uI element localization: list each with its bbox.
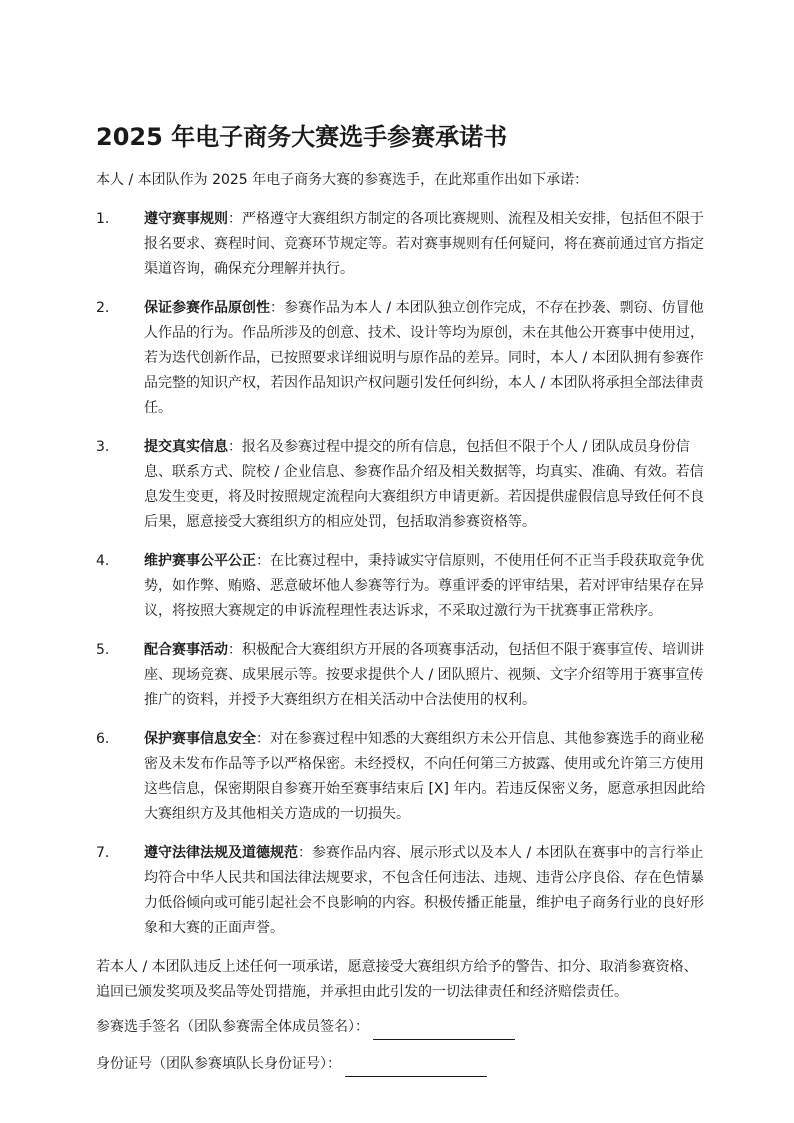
closing-paragraph: 若本人 / 本团队违反上述任何一项承诺，愿意接受大赛组织方给予的警告、扣分、取消参赛资格、追回已颁发奖项及奖品等处罚措施，并承担由此引发的一切法律责任和经济赔偿责任。 (96, 959, 698, 1000)
item-number: 2. (96, 300, 110, 316)
item-text: ：严格遵守大赛组织方制定的各项比赛规则、流程及相关安排，包括但不限于报名要求、赛程时间、竞赛环节规定等。若对赛事规则有任何疑问，将在赛前通过官方指定渠道咨询，确保充分理解并执行。 (144, 211, 704, 277)
commitment-item-2 (96, 296, 706, 421)
item-text: ：积极配合大赛组织方开展的各项赛事活动，包括但不限于赛事宣传、培训讲座、现场竞赛、成果展示等。按要求提供个人 / 团队照片、视频、文字介绍等用于赛事宣传推广的资料，并授予大赛组织方在相关活动中合法使用的权利。 (144, 642, 704, 708)
commitment-item-7 (96, 841, 706, 941)
id-number-row (96, 1052, 706, 1077)
item-body (144, 296, 706, 421)
id-number-label: 身份证号（团队参赛填队长身份证号）： (96, 1056, 341, 1072)
id-number-blank[interactable] (345, 1058, 487, 1077)
item-body (144, 207, 706, 282)
item-number: 5. (96, 642, 110, 658)
item-body (144, 435, 706, 535)
signature-row (96, 1015, 706, 1040)
document-page (96, 120, 706, 1089)
item-number: 1. (96, 211, 110, 227)
item-heading: 保护赛事信息安全 (144, 731, 256, 747)
item-body (144, 727, 706, 827)
commitment-item-5 (96, 638, 706, 713)
item-text: ：在比赛过程中，秉持诚实守信原则，不使用任何不正当手段获取竞争优势，如作弊、贿赂、恶意破坏他人参赛等行为。尊重评委的评审结果，若对评审结果存在异议，将按照大赛规定的申诉流程理性表达诉求，不采取过激行为干扰赛事正常秩序。 (144, 553, 704, 619)
item-heading: 提交真实信息 (144, 439, 228, 455)
item-heading: 保证参赛作品原创性 (144, 300, 270, 316)
item-number: 6. (96, 731, 110, 747)
commitment-item-3 (96, 435, 706, 535)
item-number: 3. (96, 439, 110, 455)
item-text: ：参赛作品内容、展示形式以及本人 / 本团队在赛事中的言行举止均符合中华人民共和国法律法规要求，不包含任何违法、违规、违背公序良俗、存在色情暴力低俗倾向或可能引起社会不良影响的内容。积极传播正能量，维护电子商务行业的良好形象和大赛的正面声誉。 (144, 845, 704, 936)
commitment-item-4 (96, 549, 706, 624)
signature-blank[interactable] (373, 1021, 515, 1040)
intro-paragraph: 本人 / 本团队作为 2025 年电子商务大赛的参赛选手，在此郑重作出如下承诺： (96, 172, 589, 188)
signature-label: 参赛选手签名（团队参赛需全体成员签名）： (96, 1019, 369, 1035)
item-text: ：报名及参赛过程中提交的所有信息，包括但不限于个人 / 团队成员身份信息、联系方式、院校 / 企业信息、参赛作品介绍及相关数据等，均真实、准确、有效。若信息发生变更，将及时按照规定流程向大赛组织方申请更新。若因提供虚假信息导致任何不良后果，愿意接受大赛组织方的相应处罚，包括取消参赛资格等。 (144, 439, 704, 530)
item-body (144, 638, 706, 713)
item-heading: 遵守赛事规则 (144, 211, 228, 227)
item-body (144, 549, 706, 624)
item-number: 7. (96, 845, 110, 861)
commitment-item-1 (96, 207, 706, 282)
item-text: ：对在参赛过程中知悉的大赛组织方未公开信息、其他参赛选手的商业秘密及未发布作品等予以严格保密。未经授权，不向任何第三方披露、使用或允许第三方使用这些信息，保密期限自参赛开始至赛事结束后 [X] 年内。若违反保密义务，愿意承担因此给大赛组织方及其他相关方造成的一切损失。 (144, 731, 706, 822)
item-text: ：参赛作品为本人 / 本团队独立创作完成，不存在抄袭、剽窃、仿冒他人作品的行为。作品所涉及的创意、技术、设计等均为原创，未在其他公开赛事中使用过，若为迭代创新作品，已按照要求详细说明与原作品的差异。同时，本人 / 本团队拥有参赛作品完整的知识产权，若因作品知识产权问题引发任何纠纷，本人 / 本团队将承担全部法律责任。 (144, 300, 704, 416)
document-title: 2025 年电子商务大赛选手参赛承诺书 (96, 123, 508, 151)
item-heading: 维护赛事公平公正 (144, 553, 256, 569)
commitment-item-6 (96, 727, 706, 827)
item-body (144, 841, 706, 941)
item-heading: 遵守法律法规及道德规范 (144, 845, 298, 861)
item-heading: 配合赛事活动 (144, 642, 228, 658)
item-number: 4. (96, 553, 110, 569)
